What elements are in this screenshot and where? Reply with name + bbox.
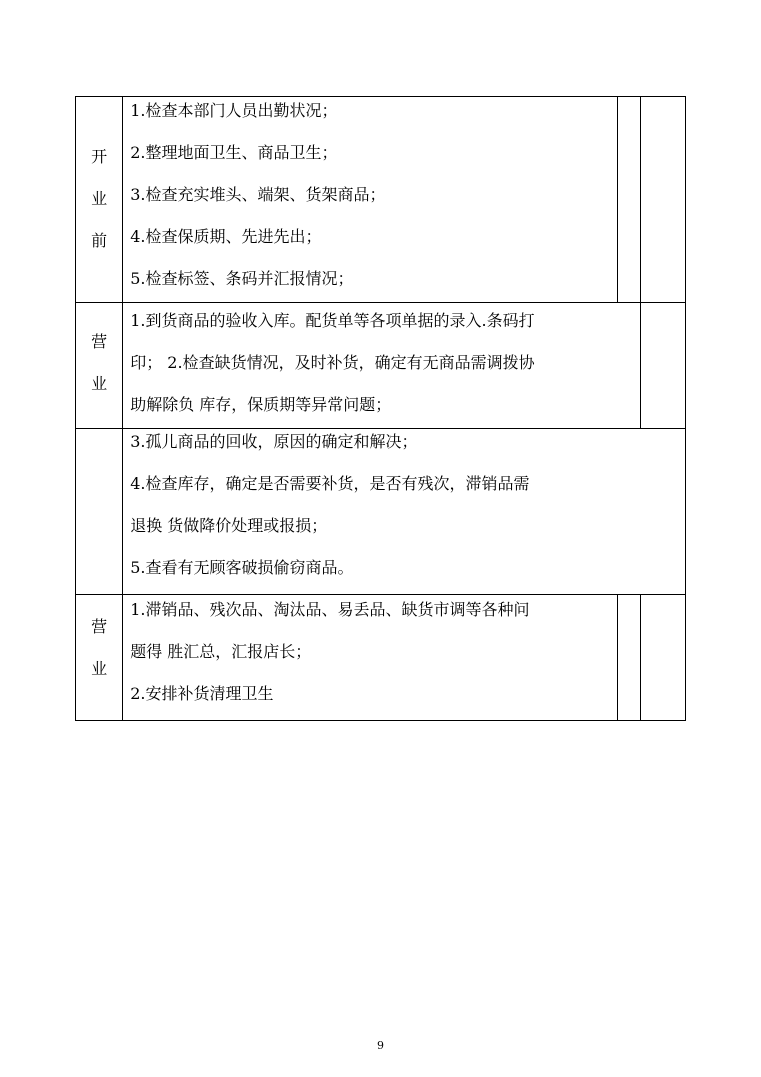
- check-cell: [617, 595, 640, 721]
- remark-cell: [640, 97, 685, 303]
- task-cell: [123, 429, 686, 595]
- table-row: [76, 429, 686, 595]
- task-line: 4.检查保质期、先进先出；: [130, 227, 322, 246]
- remark-cell: [640, 303, 685, 429]
- task-line: 1.滞销品、残次品、淘汰品、易丢品、缺货市调等各种问: [130, 600, 530, 619]
- task-line: 4.检查库存，确定是否需要补货，是否有残次，滞销品需: [130, 474, 530, 493]
- task-line: 2.安排补货清理卫生: [130, 684, 274, 703]
- check-cell: [617, 97, 640, 303]
- task-line: 3.检查充实堆头、端架、货架商品；: [130, 185, 386, 204]
- category-char: 营: [91, 617, 108, 636]
- category-char: 营: [91, 332, 108, 351]
- task-line: 3.孤儿商品的回收，原因的确定和解决；: [130, 432, 418, 451]
- table-row: [76, 303, 686, 429]
- task-line: 助解除负 库存，保质期等异常问题；: [130, 395, 392, 414]
- task-line: 5.检查标签、条码并汇报情况；: [130, 269, 354, 288]
- remark-cell: [640, 595, 685, 721]
- task-cell: [123, 595, 617, 721]
- category-char: 业: [91, 374, 108, 393]
- category-char: 业: [91, 659, 108, 678]
- task-line: 退换 货做降价处理或报损；: [130, 516, 328, 535]
- task-cell: [123, 303, 641, 429]
- task-line: 2.整理地面卫生、商品卫生；: [130, 143, 338, 162]
- category-cell: [76, 429, 123, 595]
- table-row: [76, 97, 686, 303]
- table-row: [76, 595, 686, 721]
- category-cell: [76, 97, 123, 303]
- category-char: 开: [91, 147, 108, 166]
- category-char: 前: [91, 231, 108, 250]
- task-line: 5.查看有无顾客破损偷窃商品。: [130, 558, 354, 577]
- category-cell: [76, 595, 123, 721]
- task-line: 1.检查本部门人员出勤状况；: [130, 101, 338, 120]
- checklist-table: [75, 96, 686, 721]
- category-char: 业: [91, 189, 108, 208]
- category-cell: [76, 303, 123, 429]
- task-line: 印； 2.检查缺货情况，及时补货，确定有无商品需调拨协: [130, 353, 535, 372]
- task-cell: [123, 97, 617, 303]
- page-number: 9: [377, 1039, 384, 1052]
- task-line: 题得 胜汇总，汇报店长；: [130, 642, 312, 661]
- task-line: 1.到货商品的验收入库。配货单等各项单据的录入.条码打: [130, 311, 535, 330]
